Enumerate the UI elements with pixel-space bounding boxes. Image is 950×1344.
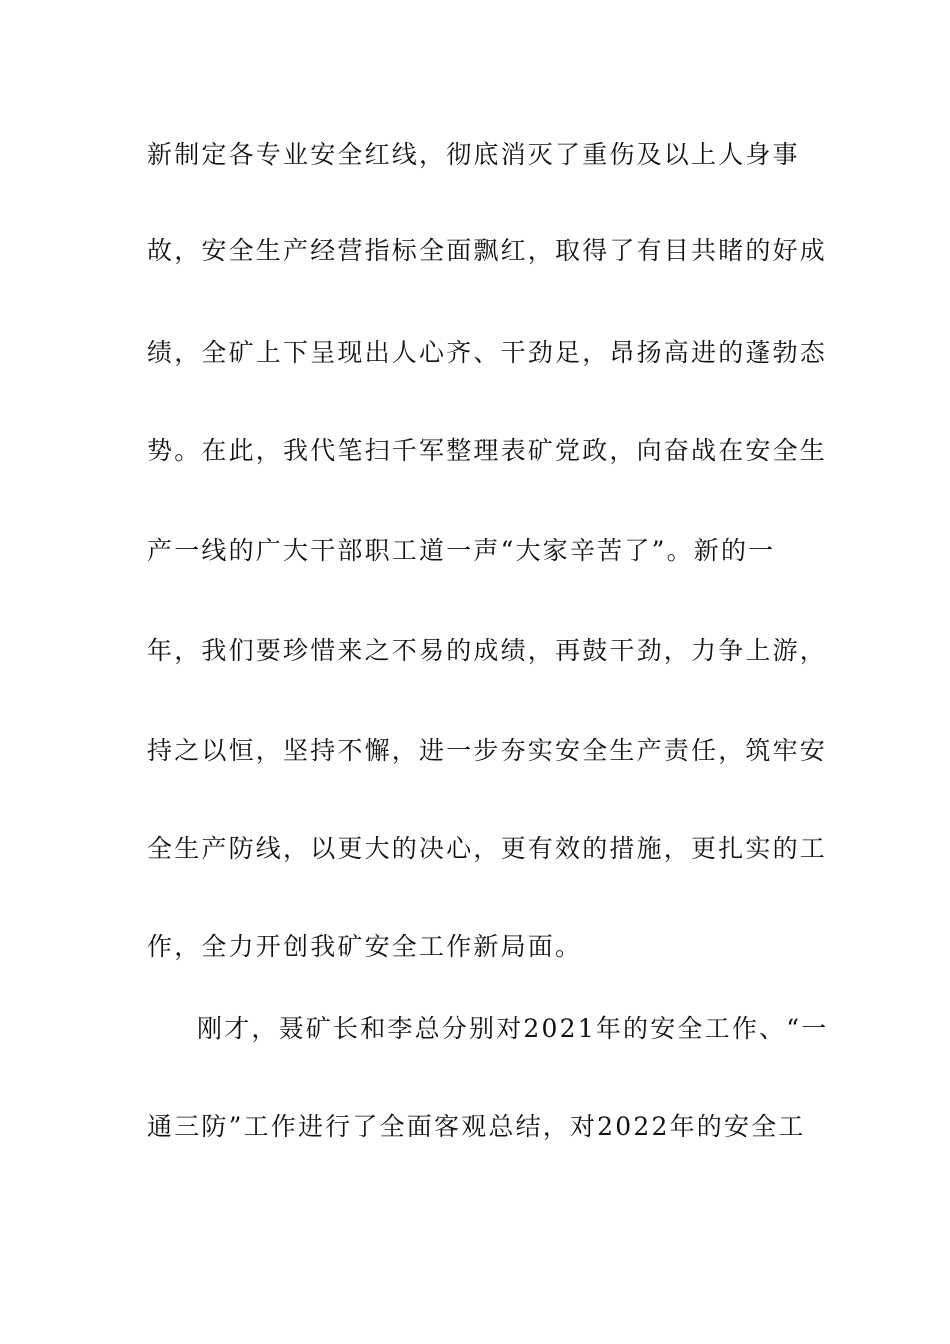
text-line: 产一线的广大干部职工道一声“大家辛苦了”。新的一: [147, 536, 776, 565]
text-line: 新制定各专业安全红线，彻底消灭了重伤及以上人身事: [147, 140, 800, 169]
text-line: 持之以恒，坚持不懈，进一步夯实安全生产责任，筑牢安: [147, 736, 828, 765]
text-line: 年，我们要珍惜来之不易的成绩，再鼓干劲，力争上游，: [147, 636, 828, 665]
text-line: 作，全力开创我矿安全工作新局面。: [147, 932, 583, 961]
text-line: 通三防”工作进行了全面客观总结，对2022年的安全工: [147, 1112, 806, 1141]
text-line: 势。在此，我代笔扫千军整理表矿党政，向奋战在安全生: [147, 436, 828, 465]
text-line: 绩，全矿上下呈现出人心齐、干劲足，昂扬高进的蓬勃态: [147, 338, 828, 367]
paragraph-first-line: 刚才，聂矿长和李总分别对2021年的安全工作、“一: [197, 1014, 829, 1043]
text-line: 全生产防线，以更大的决心，更有效的措施，更扎实的工: [147, 834, 828, 863]
text-line: 故，安全生产经营指标全面飘红，取得了有目共睹的好成: [147, 236, 828, 265]
